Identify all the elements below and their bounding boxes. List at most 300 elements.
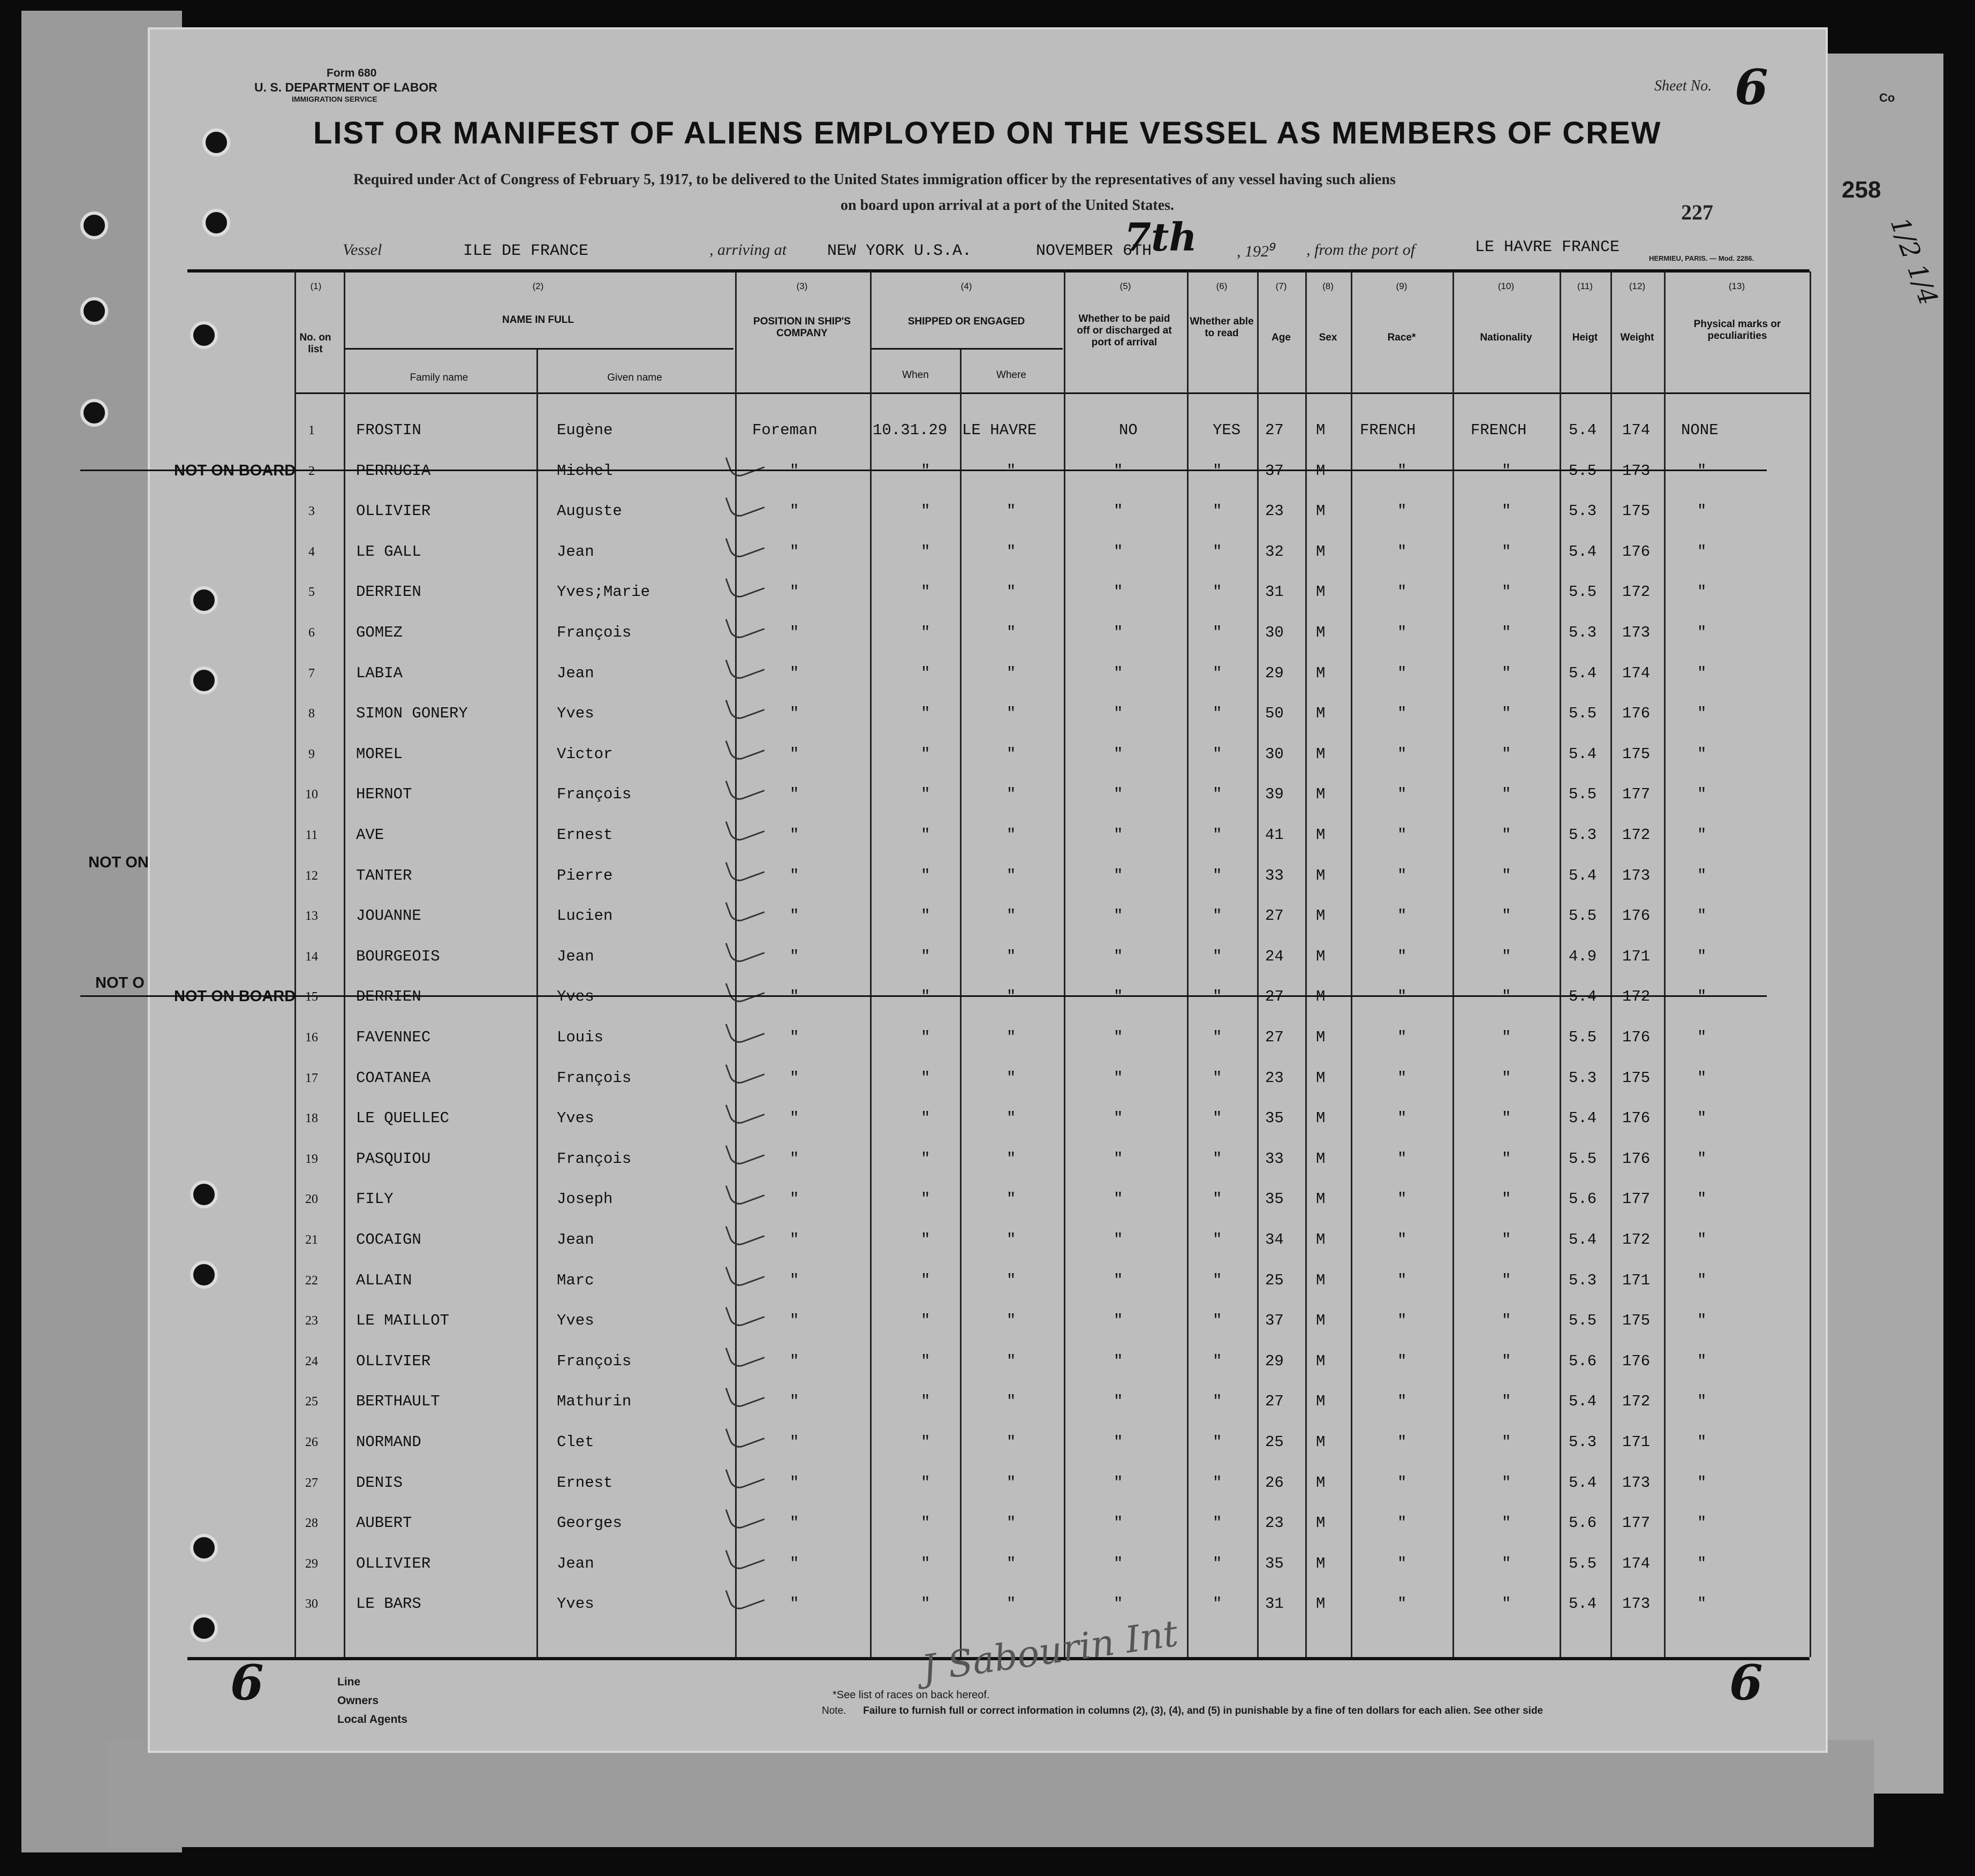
cell-weight: 174 <box>1622 421 1651 439</box>
cell-no: 12 <box>305 868 318 883</box>
cell-sex: M <box>1316 1231 1326 1249</box>
cell-family: ALLAIN <box>356 1271 412 1289</box>
ditto-mark-when: " <box>921 1514 930 1532</box>
check-mark-icon <box>725 1255 765 1289</box>
punch-hole-icon <box>190 1181 218 1208</box>
check-mark-icon <box>725 446 765 479</box>
column-rule <box>1351 271 1352 1657</box>
underlying-page-bottom <box>107 1740 1874 1847</box>
cell-age: 31 <box>1265 1595 1284 1613</box>
ditto-mark-when: " <box>921 664 930 682</box>
cell-age: 25 <box>1265 1271 1284 1289</box>
signature: J Sabourin Int <box>919 1612 1181 1691</box>
cell-no: 14 <box>305 949 318 964</box>
ditto-mark-marks: " <box>1697 624 1707 641</box>
owners-label: Owners <box>337 1695 379 1707</box>
cell-no: 27 <box>305 1476 318 1490</box>
check-mark-icon <box>725 568 765 601</box>
ditto-mark-where: " <box>1007 664 1016 682</box>
check-mark-icon <box>725 1458 765 1491</box>
cell-given: Mathurin <box>557 1393 632 1411</box>
ditto-mark-paid: " <box>1114 462 1123 480</box>
ditto-mark-position: " <box>790 1473 799 1492</box>
check-mark-icon <box>725 1175 765 1208</box>
cell-sex: M <box>1316 1312 1326 1330</box>
ditto-mark-paid: " <box>1114 542 1123 561</box>
col5-header: Whether to be paid off or discharged at port of arrival <box>1077 313 1172 348</box>
cell-height: 5.4 <box>1569 745 1597 763</box>
footer-sheet-number-right: 6 <box>1729 1654 1763 1711</box>
ditto-mark-where: " <box>1007 542 1016 561</box>
column-rule <box>344 271 345 1657</box>
col13-number: (13) <box>1728 281 1745 291</box>
ditto-mark-read: " <box>1213 1069 1222 1087</box>
ditto-mark-when: " <box>921 988 930 1006</box>
cell-weight: 171 <box>1622 1433 1651 1451</box>
cell-age: 23 <box>1265 1514 1284 1532</box>
cell-height: 5.5 <box>1569 1312 1597 1330</box>
ditto-mark-position: " <box>790 1554 799 1572</box>
cell-height: 5.3 <box>1569 502 1597 520</box>
ditto-mark-when: " <box>921 1271 930 1289</box>
vessel-name: ILE DE FRANCE <box>463 242 589 260</box>
ditto-mark-where: " <box>1007 1433 1016 1451</box>
column-rule <box>735 271 737 1657</box>
ditto-mark-marks: " <box>1697 907 1707 925</box>
ditto-mark-nationality: " <box>1502 907 1511 925</box>
check-mark-icon <box>725 729 765 762</box>
col1-number: (1) <box>310 281 322 291</box>
ditto-mark-nationality: " <box>1502 1473 1511 1492</box>
col3-header: POSITION IN SHIP'S COMPANY <box>753 316 851 339</box>
cell-nationality: FRENCH <box>1471 421 1527 439</box>
ditto-mark-nationality: " <box>1502 502 1511 520</box>
ditto-mark-nationality: " <box>1502 866 1511 884</box>
ditto-mark-read: " <box>1213 1554 1222 1572</box>
punch-hole-icon <box>190 586 218 614</box>
check-mark-icon <box>725 648 765 682</box>
ditto-mark-where: " <box>1007 1393 1016 1411</box>
ditto-mark-read: " <box>1213 1514 1222 1532</box>
cell-given: François <box>557 1352 632 1370</box>
side-note-not-on: NOT ON <box>88 854 149 871</box>
arriving-label: , arriving at <box>709 241 787 259</box>
col6-number: (6) <box>1216 281 1228 291</box>
vessel-label: Vessel <box>343 241 382 259</box>
cell-family: LE GALL <box>356 542 421 561</box>
ditto-mark-when: " <box>921 1109 930 1128</box>
ditto-mark-read: " <box>1213 1352 1222 1370</box>
cell-given: François <box>557 1069 632 1087</box>
ditto-mark-position: " <box>790 1393 799 1411</box>
cell-no: 8 <box>308 707 315 721</box>
cell-given: Yves <box>557 1312 594 1330</box>
ditto-mark-read: " <box>1213 1231 1222 1249</box>
column-rule <box>960 349 962 1657</box>
ditto-mark-read: " <box>1213 1028 1222 1046</box>
ditto-mark-marks: " <box>1697 542 1707 561</box>
ditto-mark-position: " <box>790 664 799 682</box>
ditto-mark-position: " <box>790 705 799 723</box>
ditto-mark-paid: " <box>1114 1514 1123 1532</box>
cell-no: 22 <box>305 1273 318 1288</box>
note-text: Failure to furnish full or correct information in columns (2), (3), (4), and (5) in punishable by a fine of ten dollars for each alien. See other side <box>863 1705 1543 1716</box>
col3-number: (3) <box>796 281 808 291</box>
cell-given: Jean <box>557 664 594 682</box>
cell-weight: 173 <box>1622 462 1651 480</box>
ditto-mark-race: " <box>1397 1231 1407 1249</box>
ditto-mark-where: " <box>1007 624 1016 641</box>
punch-hole-icon <box>190 667 218 694</box>
cell-family: OLLIVIER <box>356 1352 431 1370</box>
cell-sex: M <box>1316 1595 1326 1613</box>
cell-weight: 175 <box>1622 1069 1651 1087</box>
ditto-mark-where: " <box>1007 826 1016 844</box>
ditto-mark-where: " <box>1007 1595 1016 1613</box>
cell-no: 30 <box>305 1597 318 1612</box>
cell-position: Foreman <box>752 421 818 439</box>
cell-age: 29 <box>1265 1352 1284 1370</box>
check-mark-icon <box>725 1215 765 1249</box>
ditto-mark-paid: " <box>1114 1433 1123 1451</box>
ditto-mark-paid: " <box>1114 1595 1123 1613</box>
ditto-mark-race: " <box>1397 1069 1407 1087</box>
cell-given: Clet <box>557 1433 594 1451</box>
cell-no: 21 <box>305 1233 318 1247</box>
cell-age: 27 <box>1265 1028 1284 1046</box>
ditto-mark-read: " <box>1213 462 1222 480</box>
ditto-mark-read: " <box>1213 1473 1222 1492</box>
ditto-mark-nationality: " <box>1502 947 1511 965</box>
side-note-not-o: NOT O <box>95 974 145 992</box>
ditto-mark-position: " <box>790 1312 799 1330</box>
cell-no: 29 <box>305 1556 318 1571</box>
ditto-mark-marks: " <box>1697 1231 1707 1249</box>
cell-sex: M <box>1316 421 1326 439</box>
ditto-mark-position: " <box>790 745 799 763</box>
ditto-mark-race: " <box>1397 1514 1407 1532</box>
ditto-mark-where: " <box>1007 1149 1016 1168</box>
ditto-mark-position: " <box>790 1028 799 1046</box>
col12-header: Weight <box>1620 332 1654 343</box>
cell-weight: 173 <box>1622 624 1651 641</box>
ditto-mark-position: " <box>790 1109 799 1128</box>
cell-age: 33 <box>1265 1149 1284 1168</box>
cell-given: Georges <box>557 1514 622 1532</box>
sheet-label: Sheet No. <box>1654 78 1712 94</box>
ditto-mark-position: " <box>790 866 799 884</box>
from-port: LE HAVRE FRANCE <box>1475 238 1620 256</box>
ditto-mark-position: " <box>790 907 799 925</box>
cell-sex: M <box>1316 583 1326 601</box>
from-port-label: , from the port of <box>1306 241 1416 259</box>
ditto-mark-position: " <box>790 462 799 480</box>
col9-header: Race* <box>1387 332 1416 343</box>
subtitle-line-2: on board upon arrival at a port of the United States. <box>841 197 1175 214</box>
check-mark-icon <box>725 1418 765 1451</box>
check-mark-icon <box>725 811 765 844</box>
col2-number: (2) <box>532 281 544 291</box>
ditto-mark-race: " <box>1397 1473 1407 1492</box>
ditto-mark-race: " <box>1397 1554 1407 1572</box>
cell-height: 5.3 <box>1569 624 1597 641</box>
ditto-mark-marks: " <box>1697 1190 1707 1208</box>
cell-given: François <box>557 785 632 804</box>
ditto-mark-paid: " <box>1114 947 1123 965</box>
ditto-mark-paid: " <box>1114 988 1123 1006</box>
cell-height: 5.3 <box>1569 826 1597 844</box>
ditto-mark-read: " <box>1213 1271 1222 1289</box>
cell-given: Lucien <box>557 907 613 925</box>
ditto-mark-position: " <box>790 1433 799 1451</box>
cell-given: Pierre <box>557 866 613 884</box>
ditto-mark-nationality: " <box>1502 705 1511 723</box>
subtitle-line-1: Required under Act of Congress of February 5, 1917, to be delivered to the United States immigration officer by the representatives of any vessel having such aliens <box>353 171 1396 188</box>
cell-weight: 176 <box>1622 1109 1651 1128</box>
ditto-mark-when: " <box>921 1433 930 1451</box>
ditto-mark-when: " <box>921 947 930 965</box>
cell-height: 5.5 <box>1569 583 1597 601</box>
punch-hole-icon <box>202 209 230 237</box>
check-mark-icon <box>725 689 765 722</box>
cell-given: Jean <box>557 1554 594 1572</box>
check-mark-icon <box>725 1499 765 1532</box>
cell-given: Yves <box>557 1109 594 1128</box>
cell-weight: 176 <box>1622 1352 1651 1370</box>
cell-no: 24 <box>305 1354 318 1368</box>
ditto-mark-nationality: " <box>1502 1069 1511 1087</box>
col1-header: No. on list <box>299 332 331 355</box>
ditto-mark-paid: " <box>1114 583 1123 601</box>
ditto-mark-when: " <box>921 907 930 925</box>
cell-given: Louis <box>557 1028 604 1046</box>
cell-height: 5.5 <box>1569 907 1597 925</box>
ditto-mark-when: " <box>921 866 930 884</box>
column-rule <box>1610 271 1612 1657</box>
arrival-date: NOVEMBER 6TH <box>1036 242 1152 260</box>
ditto-mark-marks: " <box>1697 826 1707 844</box>
cell-no: 1 <box>308 423 315 437</box>
ditto-mark-when: " <box>921 624 930 641</box>
ditto-mark-nationality: " <box>1502 1514 1511 1532</box>
cell-age: 34 <box>1265 1231 1284 1249</box>
ditto-mark-nationality: " <box>1502 1312 1511 1330</box>
cell-weight: 171 <box>1622 1271 1651 1289</box>
ditto-mark-paid: " <box>1114 1028 1123 1046</box>
col2-header: NAME IN FULL <box>502 314 574 326</box>
ditto-mark-marks: " <box>1697 1595 1707 1613</box>
punch-hole-icon <box>190 1261 218 1289</box>
cell-family: BOURGEOIS <box>356 947 440 965</box>
cell-height: 5.4 <box>1569 1109 1597 1128</box>
ditto-mark-read: " <box>1213 745 1222 763</box>
ditto-mark-when: " <box>921 1149 930 1168</box>
ditto-mark-marks: " <box>1697 1514 1707 1532</box>
ditto-mark-paid: " <box>1114 907 1123 925</box>
ditto-mark-nationality: " <box>1502 785 1511 804</box>
cell-sex: M <box>1316 1473 1326 1492</box>
ditto-mark-marks: " <box>1697 502 1707 520</box>
cell-sex: M <box>1316 462 1326 480</box>
ditto-mark-where: " <box>1007 1554 1016 1572</box>
form-number: Form 680 <box>327 67 377 79</box>
cell-height: 5.4 <box>1569 1393 1597 1411</box>
punch-hole-icon <box>190 1534 218 1562</box>
ditto-mark-race: " <box>1397 1149 1407 1168</box>
cell-age: 33 <box>1265 866 1284 884</box>
ditto-mark-when: " <box>921 705 930 723</box>
cell-given: Jean <box>557 1231 594 1249</box>
cell-height: 5.5 <box>1569 462 1597 480</box>
column-rule <box>870 271 872 1657</box>
col6-header: Whether able to read <box>1190 316 1254 339</box>
ditto-mark-when: " <box>921 1312 930 1330</box>
ditto-mark-position: " <box>790 1514 799 1532</box>
cell-sex: M <box>1316 988 1326 1006</box>
cell-weight: 176 <box>1622 542 1651 561</box>
cell-sex: M <box>1316 705 1326 723</box>
cell-height: 5.5 <box>1569 1554 1597 1572</box>
ditto-mark-when: " <box>921 1595 930 1613</box>
ditto-mark-race: " <box>1397 826 1407 844</box>
ditto-mark-race: " <box>1397 947 1407 965</box>
cell-age: 30 <box>1265 624 1284 641</box>
ditto-mark-marks: " <box>1697 866 1707 884</box>
ditto-mark-paid: " <box>1114 502 1123 520</box>
cell-given: Jean <box>557 542 594 561</box>
ditto-mark-race: " <box>1397 1028 1407 1046</box>
ditto-mark-when: " <box>921 542 930 561</box>
cell-no: 2 <box>308 464 315 478</box>
cell-sex: M <box>1316 1393 1326 1411</box>
ditto-mark-position: " <box>790 988 799 1006</box>
ditto-mark-nationality: " <box>1502 1149 1511 1168</box>
col7-header: Age <box>1272 332 1291 343</box>
cell-sex: M <box>1316 1109 1326 1128</box>
ditto-mark-where: " <box>1007 1271 1016 1289</box>
ditto-mark-paid: " <box>1114 1473 1123 1492</box>
cell-height: 5.4 <box>1569 421 1597 439</box>
ditto-mark-race: " <box>1397 785 1407 804</box>
cell-given: François <box>557 624 632 641</box>
ditto-mark-nationality: " <box>1502 1433 1511 1451</box>
ditto-mark-nationality: " <box>1502 462 1511 480</box>
ditto-mark-where: " <box>1007 866 1016 884</box>
ditto-mark-when: " <box>921 826 930 844</box>
ditto-mark-read: " <box>1213 1433 1222 1451</box>
ditto-mark-position: " <box>790 542 799 561</box>
cell-family: AVE <box>356 826 384 844</box>
check-mark-icon <box>725 1134 765 1167</box>
cell-sex: M <box>1316 624 1326 641</box>
col8-header: Sex <box>1319 332 1337 343</box>
ditto-mark-where: " <box>1007 785 1016 804</box>
cell-family: LE BARS <box>356 1595 421 1613</box>
cell-family: LABIA <box>356 664 403 682</box>
cell-family: DERRIEN <box>356 988 421 1006</box>
cell-family: FROSTIN <box>356 421 421 439</box>
ditto-mark-nationality: " <box>1502 1109 1511 1128</box>
cell-weight: 172 <box>1622 1231 1651 1249</box>
column-rule <box>1452 271 1454 1657</box>
cell-sex: M <box>1316 1149 1326 1168</box>
cell-no: 16 <box>305 1031 318 1045</box>
ditto-mark-read: " <box>1213 664 1222 682</box>
note-label: Note. <box>822 1705 846 1716</box>
cell-height: 5.4 <box>1569 1473 1597 1492</box>
column-rule <box>1810 271 1811 1657</box>
col13-header: Physical marks or peculiarities <box>1693 319 1781 342</box>
ditto-mark-race: " <box>1397 1271 1407 1289</box>
ditto-mark-marks: " <box>1697 1271 1707 1289</box>
footer-note <box>822 1705 1543 1717</box>
cell-when: 10.31.29 <box>873 421 948 439</box>
cell-age: 25 <box>1265 1433 1284 1451</box>
col11-number: (11) <box>1577 281 1593 291</box>
ditto-mark-race: " <box>1397 664 1407 682</box>
ditto-mark-race: " <box>1397 1595 1407 1613</box>
ditto-mark-when: " <box>921 1473 930 1492</box>
cell-weight: 171 <box>1622 947 1651 965</box>
ditto-mark-position: " <box>790 624 799 641</box>
cell-family: AUBERT <box>356 1514 412 1532</box>
cell-family: DENIS <box>356 1473 403 1492</box>
ditto-mark-position: " <box>790 502 799 520</box>
ditto-mark-race: " <box>1397 1312 1407 1330</box>
col9-number: (9) <box>1396 281 1408 291</box>
right-margin-handwriting: 1/2 1/4 <box>1884 213 1944 309</box>
cell-no: 25 <box>305 1395 318 1409</box>
ditto-mark-paid: " <box>1114 1190 1123 1208</box>
ditto-mark-nationality: " <box>1502 1271 1511 1289</box>
cell-no: 7 <box>308 666 315 680</box>
check-mark-icon <box>725 1539 765 1572</box>
col2a-header: Family name <box>410 372 468 383</box>
cell-family: PERRUGIA <box>356 462 431 480</box>
cell-age: 24 <box>1265 947 1284 965</box>
cell-family: NORMAND <box>356 1433 421 1451</box>
cell-family: OLLIVIER <box>356 1554 431 1572</box>
cell-age: 27 <box>1265 421 1284 439</box>
ditto-mark-where: " <box>1007 1069 1016 1087</box>
cell-sex: M <box>1316 826 1326 844</box>
column-rule <box>1305 271 1307 1657</box>
ditto-mark-marks: " <box>1697 1028 1707 1046</box>
column-rule <box>1187 271 1189 1657</box>
cell-given: Yves <box>557 988 594 1006</box>
name-divider <box>344 348 733 350</box>
ditto-mark-when: " <box>921 785 930 804</box>
date-correction: 7th <box>1124 214 1197 260</box>
cell-sex: M <box>1316 907 1326 925</box>
cell-age: 32 <box>1265 542 1284 561</box>
ditto-mark-nationality: " <box>1502 1554 1511 1572</box>
ditto-mark-where: " <box>1007 947 1016 965</box>
ditto-mark-nationality: " <box>1502 664 1511 682</box>
ditto-mark-position: " <box>790 826 799 844</box>
cell-age: 27 <box>1265 907 1284 925</box>
cell-given: Michel <box>557 462 613 480</box>
ditto-mark-read: " <box>1213 1190 1222 1208</box>
column-rule <box>1664 271 1666 1657</box>
ditto-mark-position: " <box>790 1149 799 1168</box>
cell-given: Marc <box>557 1271 594 1289</box>
cell-no: 6 <box>308 626 315 640</box>
ditto-mark-nationality: " <box>1502 583 1511 601</box>
cell-age: 50 <box>1265 705 1284 723</box>
cell-given: Yves <box>557 705 594 723</box>
ditto-mark-where: " <box>1007 1109 1016 1128</box>
